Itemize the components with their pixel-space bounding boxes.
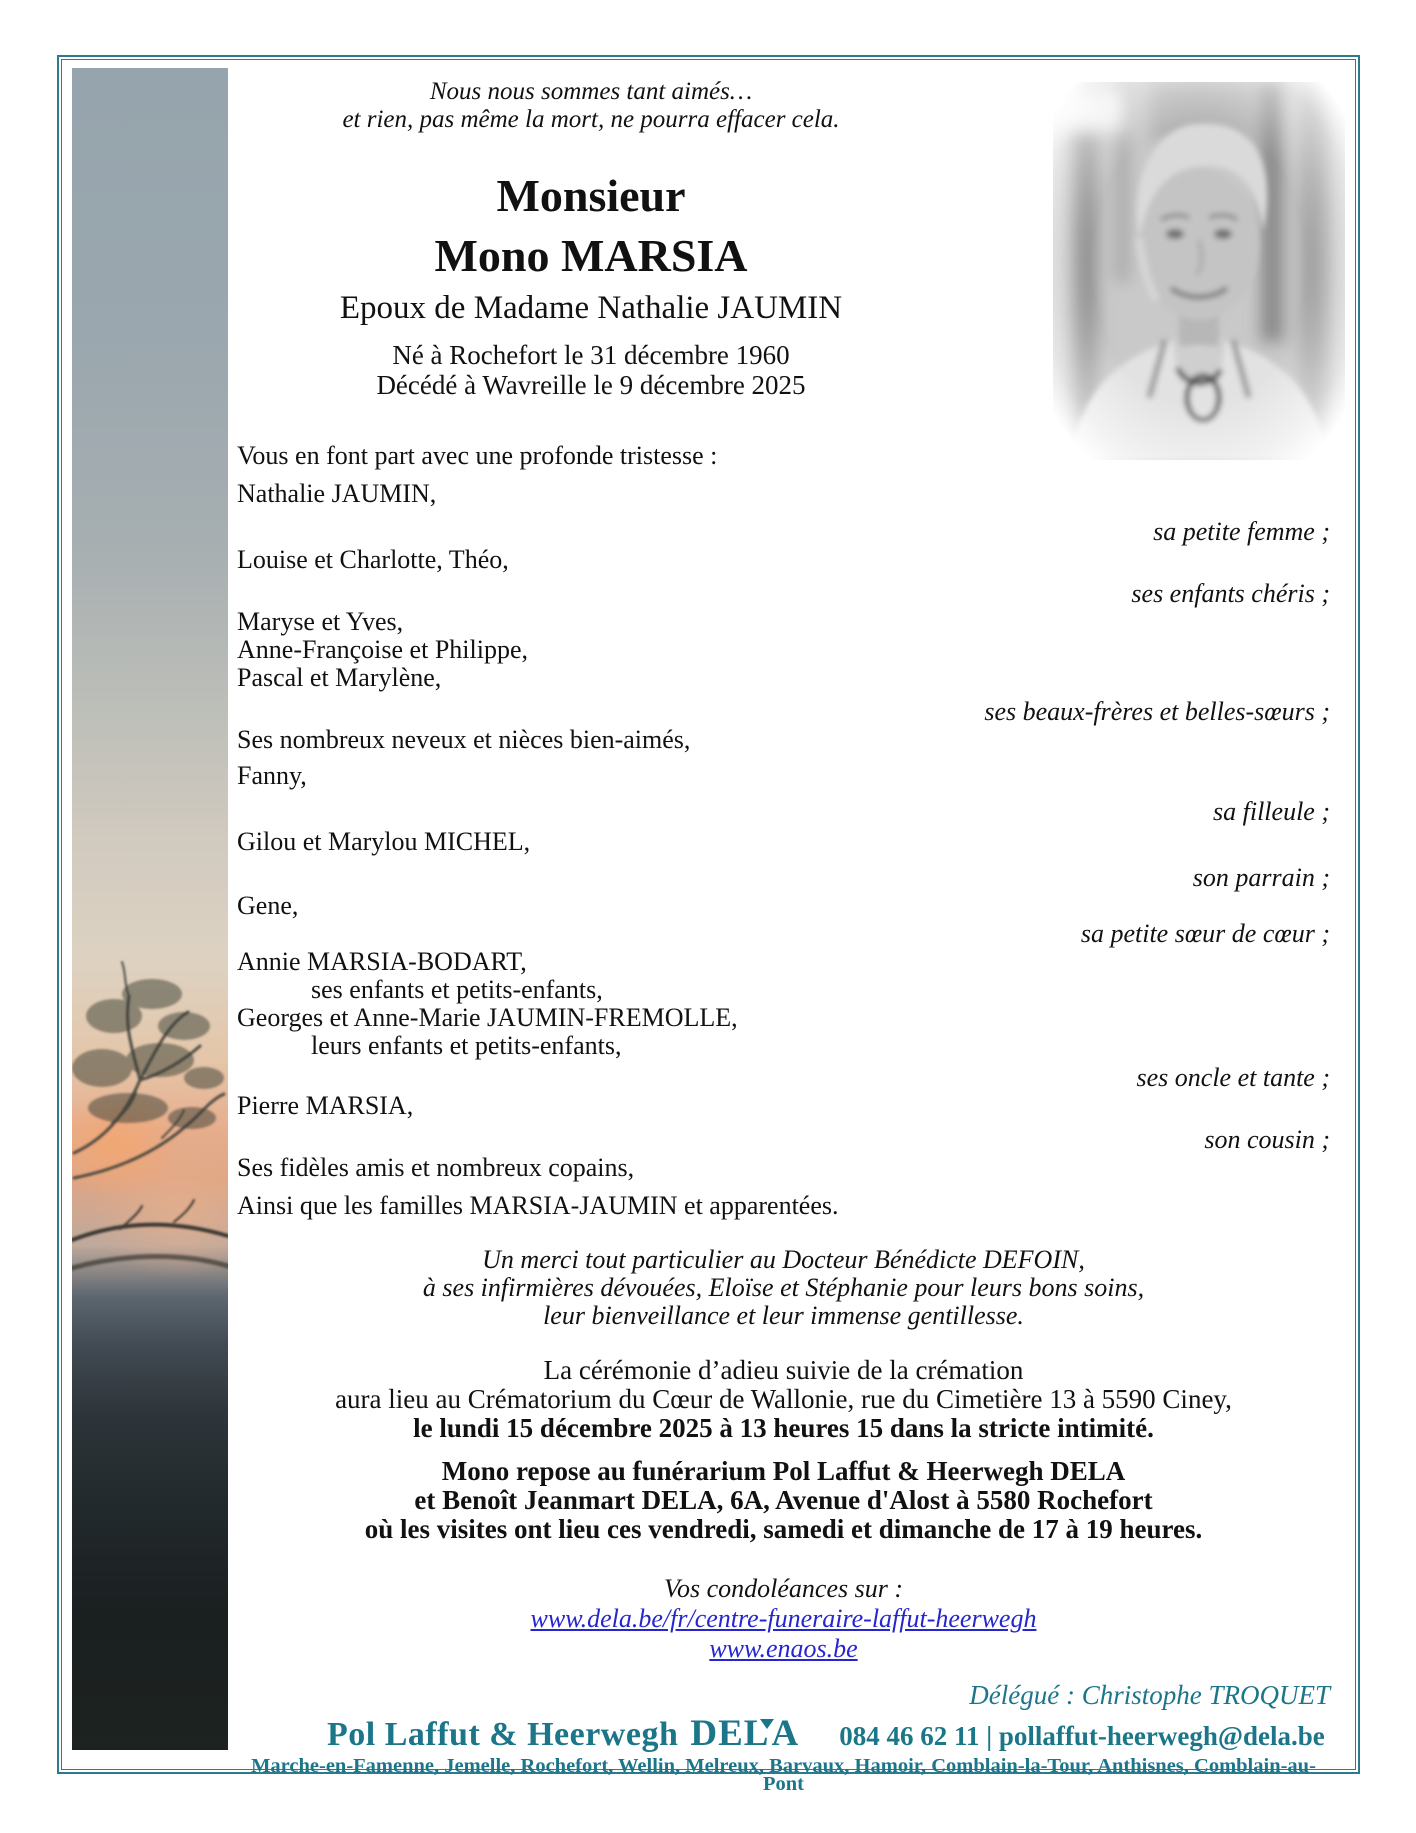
tree-silhouette-icon [72, 928, 228, 1358]
relative-inlaws-3: Pascal et Marylène, [237, 663, 442, 692]
condolences-link-1-row [237, 1604, 1330, 1634]
relative-uncle-aunt-2: Georges et Anne-Marie JAUMIN-FREMOLLE, [237, 1003, 738, 1032]
relative-uncle-aunt-1b: ses enfants et petits-enfants, [311, 975, 603, 1004]
funeral-home-brand-row [237, 1712, 1330, 1755]
quote-line-1: Nous nous sommes tant aimés… [429, 78, 753, 105]
thanks-block [237, 1246, 1330, 1330]
repose-line-1: Mono repose au funérarium Pol Laffut & Heerwegh DELA [441, 1456, 1126, 1486]
relative-nephews: Ses nombreux neveux et nièces bien-aimés, [237, 725, 691, 754]
relation-wife: sa petite femme ; [1153, 517, 1330, 546]
birth-line: Né à Rochefort le 31 décembre 1960 [392, 340, 790, 370]
ceremony-line-3: le lundi 15 décembre 2025 à 13 heures 15 dans la stricte intimité. [413, 1413, 1154, 1443]
condolences-block [237, 1574, 1330, 1664]
relative-uncle-aunt-1: Annie MARSIA-BODART, [237, 947, 527, 976]
relative-children: Louise et Charlotte, Théo, [237, 545, 509, 574]
dela-website-link[interactable]: www.dela.be/fr/centre-funeraire-laffut-heerwegh [530, 1604, 1037, 1633]
announcement-intro: Vous en font part avec une profonde tristesse : [237, 441, 718, 470]
funeral-home-name: Pol Laffut & Heerwegh [327, 1716, 679, 1753]
relative-cousin: Pierre MARSIA, [237, 1091, 414, 1120]
header-block [237, 78, 945, 400]
repose-line-3: où les visites ont lieu ces vendredi, samedi et dimanche de 17 à 19 heures. [364, 1514, 1203, 1544]
ceremony-line-2: aura lieu au Crématorium du Cœur de Wallonie, rue du Cimetière 13 à 5590 Ciney, [335, 1384, 1232, 1414]
death-line: Décédé à Wavreille le 9 décembre 2025 [376, 370, 806, 400]
relation-goddaughter: sa filleule ; [1213, 797, 1330, 826]
relative-friends: Ses fidèles amis et nombreux copains, [237, 1153, 635, 1182]
relative-uncle-aunt-2b: leurs enfants et petits-enfants, [311, 1031, 622, 1060]
quote-line-2: et rien, pas même la mort, ne pourra effacer cela. [342, 106, 840, 133]
relation-cousin: son cousin ; [1204, 1125, 1330, 1154]
relative-godfather: Gilou et Marylou MICHEL, [237, 827, 531, 856]
relation-sister: sa petite sœur de cœur ; [1080, 919, 1330, 948]
dela-triangle-icon [760, 1719, 774, 1729]
thanks-line-2: à ses infirmières dévouées, Eloïse et Stéphanie pour leurs bons soins, [422, 1273, 1145, 1302]
ceremony-line-1: La cérémonie d’adieu suivie de la crémation [543, 1355, 1024, 1385]
repose-line-2: et Benoît Jeanmart DELA, 6A, Avenue d'Alost à 5580 Rochefort [414, 1485, 1153, 1515]
thanks-line-1: Un merci tout particulier au Docteur Bénédicte DEFOIN, [482, 1245, 1085, 1274]
ceremony-block [237, 1356, 1330, 1443]
relation-children: ses enfants chéris ; [1131, 579, 1330, 608]
relative-goddaughter: Fanny, [237, 761, 307, 790]
relation-uncle-aunt: ses oncle et tante ; [1136, 1063, 1330, 1092]
deceased-name: Mono MARSIA [434, 230, 748, 281]
relative-families: Ainsi que les familles MARSIA-JAUMIN et apparentées. [237, 1191, 839, 1220]
repose-block [237, 1457, 1330, 1544]
dela-logo-right: A [771, 1713, 800, 1754]
relative-wife: Nathalie JAUMIN, [237, 479, 437, 508]
dela-logo-left: DEL [690, 1713, 770, 1754]
thanks-line-3: leur bienveillance et leur immense gentillesse. [543, 1301, 1024, 1330]
condolences-link-2-row [237, 1634, 1330, 1664]
phone-email-line: 084 46 62 11 | pollaffut-heerwegh@dela.be [839, 1721, 1325, 1751]
relative-inlaws-2: Anne-Françoise et Philippe, [237, 635, 528, 664]
branch-towns-line: Marche-en-Famenne, Jemelle, Rochefort, Wellin, Melreux, Barvaux, Hamoir, Comblain-la-Tour, Anthisnes, Comblain-au-Pont [251, 1755, 1316, 1795]
relative-inlaws-1: Maryse et Yves, [237, 607, 404, 636]
relation-inlaws: ses beaux-frères et belles-sœurs ; [984, 697, 1330, 726]
relation-godfather: son parrain ; [1192, 863, 1330, 892]
sunset-landscape-photo [72, 68, 228, 1750]
obituary-content [237, 0, 1330, 1793]
title-civility: Monsieur [496, 170, 686, 221]
enaos-website-link[interactable]: www.enaos.be [709, 1634, 858, 1663]
delegate-line: Délégué : Christophe TROQUET [969, 1680, 1330, 1710]
relative-sister: Gene, [237, 891, 299, 920]
condolences-label: Vos condoléances sur : [663, 1574, 903, 1603]
spouse-line: Epoux de Madame Nathalie JAUMIN [339, 290, 843, 326]
dela-logo [690, 1712, 799, 1755]
